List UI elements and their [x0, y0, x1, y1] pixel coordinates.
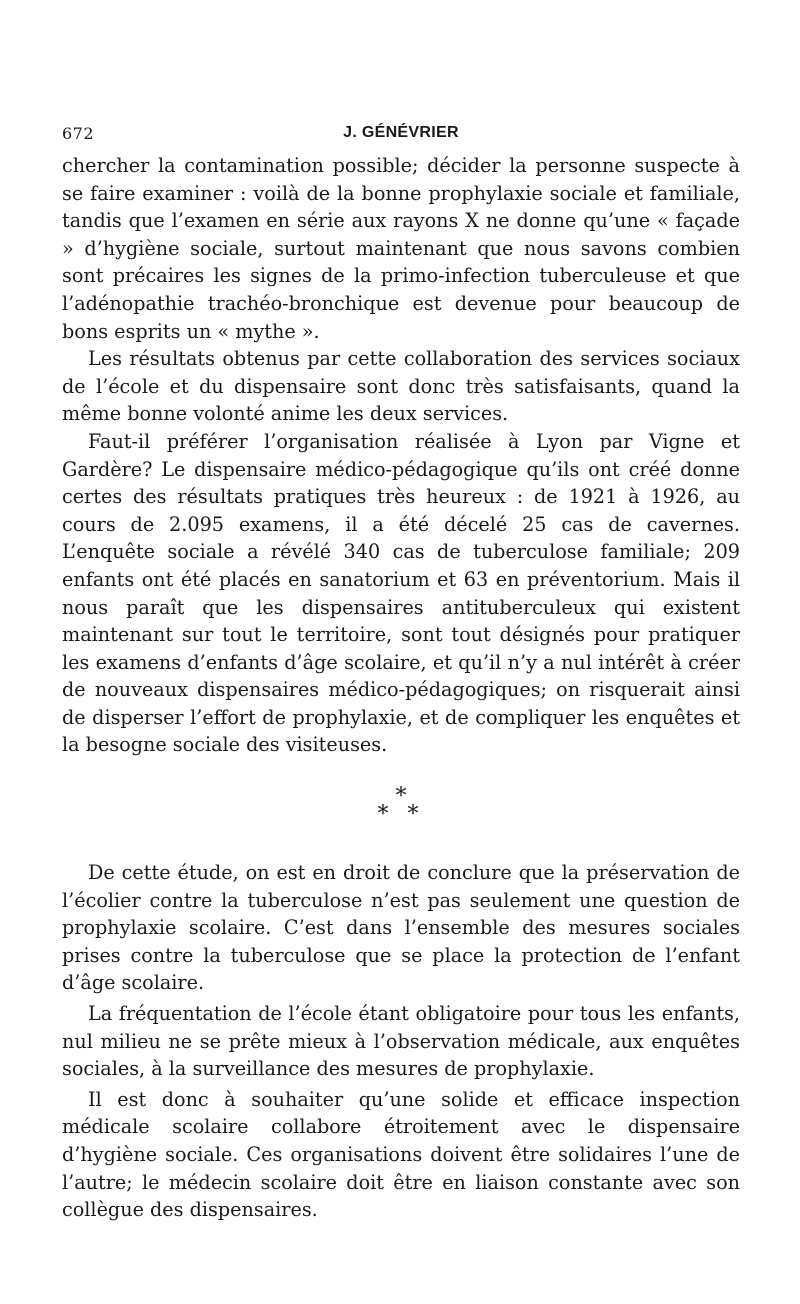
- text-block-after-break: [62, 859, 740, 1224]
- running-title: J. GÉNÉVRIER: [343, 124, 459, 141]
- document-page: [62, 118, 740, 1224]
- asterism-bottom: * *: [377, 802, 425, 828]
- paragraph: Faut-il préférer l’organisation réalisée à Lyon par Vigne et Gardère? Le dispensaire médico-pédagogique qu’ils ont créé donne certes des résultats pratiques très heureux : de 1921 à 1926, au cours de 2.095 examens, il a été décelé 25 cas de cavernes. L’enquête sociale a révélé 340 cas de tuberculose familiale; 209 enfants ont été placés en sanatorium et 63 en préventorium. Mais il nous paraît que les dispensaires antituberculeux qui existent maintenant sur tout le territoire, sont tout désignés pour pratiquer les examens d’enfants d’âge scolaire, et qu’il n’y a nul intérêt à créer de nouveaux dispensaires médico-pédagogiques; on risquerait ainsi de disperser l’effort de prophylaxie, et de compliquer les enquêtes et la besogne sociale des visiteuses.: [62, 429, 740, 757]
- paragraph: La fréquentation de l’école étant obligatoire pour tous les enfants, nul milieu ne se prête mieux à l’observation médicale, aux enquêtes sociales, à la surveillance des mesures de prophylaxie.: [62, 1002, 740, 1081]
- paragraph: Il est donc à souhaiter qu’une solide et efficace inspection médicale scolaire collabore étroitement avec le dispensaire d’hygiène sociale. Ces organisations doivent être solidaires l’une de l’autre; le médecin scolaire doit être en liaison constante avec son collègue des dispensaires.: [62, 1087, 740, 1222]
- text-block-before-break: [62, 152, 740, 759]
- paragraph-continuation: chercher la contamination possible; décider la personne suspecte à se faire examiner : voilà de la bonne prophylaxie sociale et familiale, tandis que l’examen en série aux rayons X ne donne qu’une « façade » d’hygiène sociale, surtout maintenant que nous savons combien sont précaires les signes de la primo-infection tuberculeuse et que l’adénopathie trachéo-bronchique est devenue pour beaucoup de bons esprits un « mythe ».: [62, 154, 740, 343]
- page-number: 672: [62, 124, 95, 143]
- page-header: [62, 118, 740, 152]
- paragraph: Les résultats obtenus par cette collaboration des services sociaux de l’école et du dispensaire sont donc très satisfaisants, quand la même bonne volonté anime les deux services.: [62, 347, 740, 426]
- section-break-asterism: [62, 784, 740, 831]
- asterism-top: *: [395, 784, 407, 810]
- paragraph: De cette étude, on est en droit de conclure que la préservation de l’écolier contre la tuberculose n’est pas seulement une question de prophylaxie scolaire. C’est dans l’ensemble des mesures sociales prises contre la tuberculose que se place la protection de l’enfant d’âge scolaire.: [62, 861, 740, 995]
